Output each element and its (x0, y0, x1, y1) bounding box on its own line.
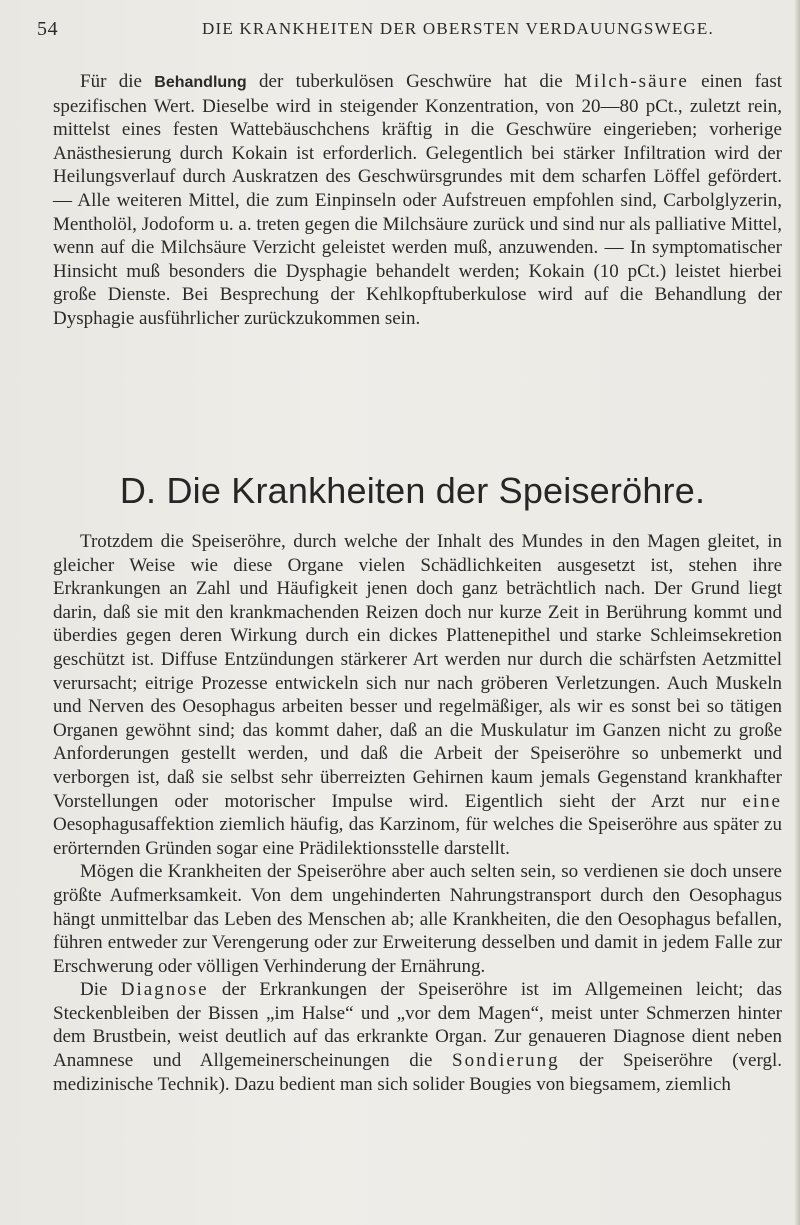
emphasized-term: eine (742, 790, 782, 812)
section-text-block (53, 530, 782, 1096)
page-number: 54 (37, 18, 59, 40)
emphasized-term: Sondierung (452, 1050, 560, 1072)
section-heading: D. Die Krankheiten der Speiseröhre. (119, 470, 706, 511)
emphasized-term: Diagnose (120, 979, 209, 1001)
section-paragraph-2: Mögen die Krankheiten der Speiseröhre aber auch selten sein, so verdienen sie doch unsere größte Aufmerksamkeit. Von dem ungehinderten Nahrungstransport durch den Oesophagus hängt unmittelbar das Leben des Menschen ab; alle Krankheiten, die den Oesophagus befallen, führen entweder zur Verengerung oder zur Erweiterung desselben und damit in jedem Falle zur Erschwerung oder völligen Verhinderung der Ernährung. (53, 861, 782, 977)
section-paragraph-3: Die Diagnose der Erkrankungen der Speiseröhre ist im Allgemeinen leicht; das Steckenbleiben der Bissen „im Halse“ und „vor dem Magen“, meist unter Schmerzen hinter dem Brustbein, weist deutlich auf das erkrankte Organ. Zur genaueren Diagnose dient neben Anamnese und Allgemeinerscheinungen die Sondierung der Speiseröhre (vergl. medizinische Technik). Dazu bedient man sich solider Bougies von biegsamem, ziemlich (53, 979, 783, 1095)
section-paragraph-1: Trotzdem die Speiseröhre, durch welche der Inhalt des Mundes in den Magen gleitet, in gleicher Weise wie diese Organe vielen Schädlichkeiten ausgesetzt ist, stehen ihre Erkrankungen an Zahl und Häufigkeit jenen doch ganz beträchtlich nach. Der Grund liegt darin, daß sie mit den krankmachenden Reizen doch nur kurze Zeit in Berührung kommt und überdies gegen deren Wirkung durch ein dickes Plattenepithel und starke Schleimsekretion geschützt ist. Diffuse Entzündungen stärkerer Art werden nur durch die schärfsten Aetzmittel verursacht; eitrige Prozesse entwickeln sich nur nach gröberen Verletzungen. Auch Muskeln und Nerven des Oesophagus arbeiten besser und regelmäßiger, als wir es sonst bei so tätigen Organen gewöhnt sind; das kommt daher, daß an die Muskulatur im Ganzen nicht zu große Anforderungen gestellt werden, und daß die Arbeit der Speiseröhre so unbemerkt und verborgen ist, daß sie selbst sehr überreizten Gehirnen kaum jemals Gegenstand krankhafter Vorstellungen oder motorischer Impulse wird. Eigentlich sieht der Arzt nur eine Oesophagusaffektion ziemlich häufig, das Karzinom, für welches die Speiseröhre aus später zu erörternden Gründen sogar eine Prädilektionsstelle darstellt. (53, 531, 782, 859)
page-edge-shadow (794, 0, 800, 1225)
intro-text-block (53, 70, 782, 331)
intro-paragraph: Für die Behandlung der tuberkulösen Geschwüre hat die Milch-säure einen fast spezifischen Wert. Dieselbe wird in steigender Konzentration, von 20—80 pCt., zuletzt rein, mittelst eines festen Wattebäuschchens kräftig in die Geschwüre eingerieben; vorherige Anästhesierung durch Kokain ist erforderlich. Gelegentlich bei stärker Infiltration wird der Heilungsverlauf durch Auskratzen des Geschwürsgrundes mit dem scharfen Löffel gefördert. — Alle weiteren Mittel, die zum Einpinseln oder Aufstreuen empfohlen sind, Carbolglyzerin, Mentholöl, Jodoform u. a. treten gegen die Milchsäure zurück und sind nur als palliative Mittel, wenn auf die Milchsäure Verzicht geleistet werden muß, anzuwenden. — In symptomatischer Hinsicht muß besonders die Dysphagie behandelt werden; Kokain (10 pCt.) leistet hierbei große Dienste. Bei Besprechung der Kehlkopftuberkulose wird auf die Behandlung der Dysphagie ausführlicher zurückzukommen sein. (53, 71, 783, 329)
bold-term: Behandlung (154, 74, 247, 91)
emphasized-term: Milch-säure (574, 71, 689, 92)
running-header (37, 18, 782, 44)
running-title: DIE KRANKHEITEN DER OBERSTEN VERDAUUNGSWEGE. (202, 19, 714, 38)
